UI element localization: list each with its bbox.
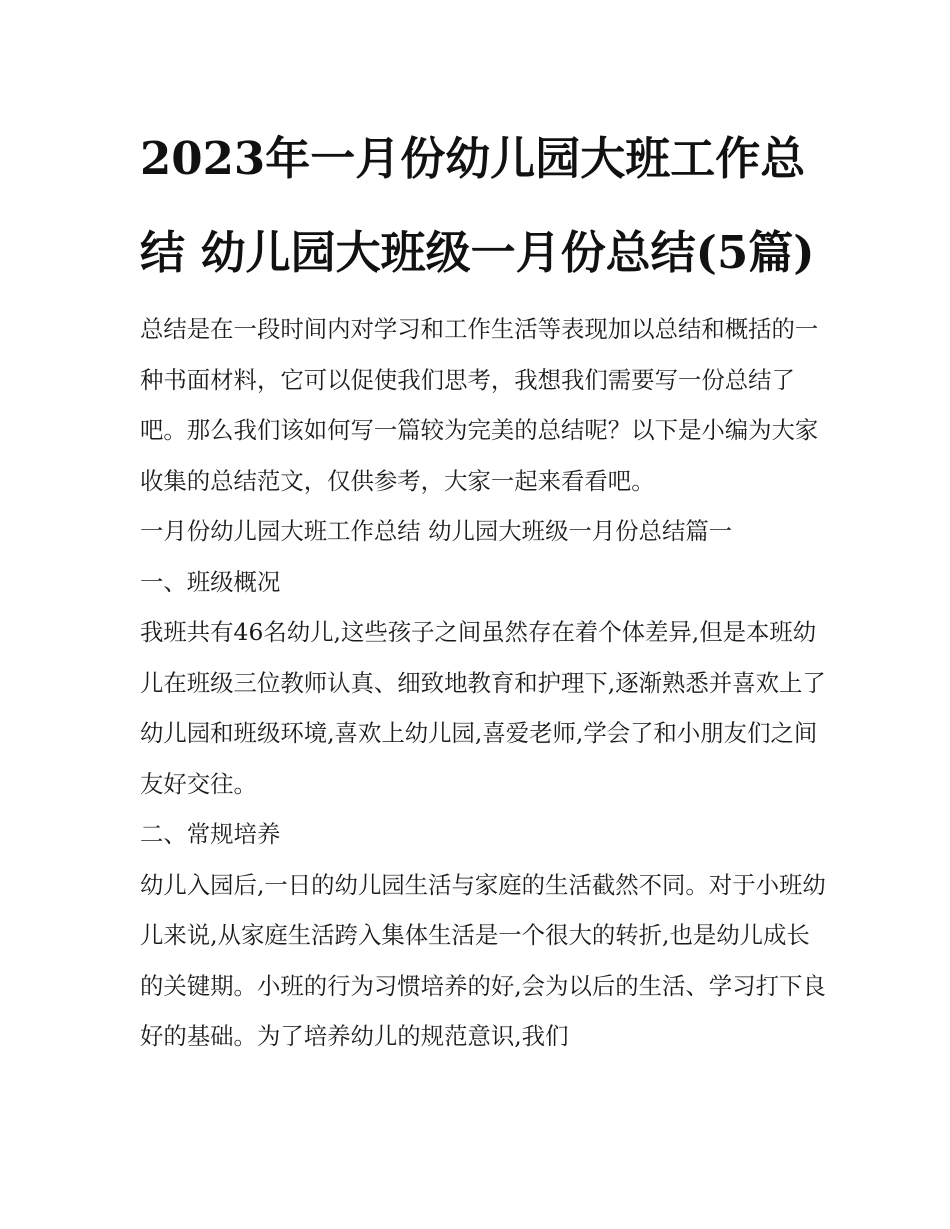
document-page <box>140 112 830 1062</box>
intro-paragraph: 总结是在一段时间内对学习和工作生活等表现加以总结和概括的一种书面材料，它可以促使我们思考，我想我们需要写一份总结了吧。那么我们该如何写一篇较为完美的总结呢？以下是小编为大家收集的总结范文，仅供参考，大家一起来看看吧。 <box>140 315 819 495</box>
section-heading-part-one: 一月份幼儿园大班工作总结 幼儿园大班级一月份总结篇一 <box>140 517 733 545</box>
document-title: 2023年一月份幼儿园大班工作总结 幼儿园大班级一月份总结(5篇) <box>140 132 815 279</box>
class-overview-paragraph: 我班共有46名幼儿,这些孩子之间虽然存在着个体差异,但是本班幼儿在班级三位教师认真、细致地教育和护理下,逐渐熟悉并喜欢上了幼儿园和班级环境,喜欢上幼儿园,喜爱老师,学会了和小朋友们之间友好交往。 <box>140 618 826 798</box>
subheading-class-overview: 一、班级概况 <box>140 567 281 596</box>
routine-training-paragraph: 幼儿入园后,一日的幼儿园生活与家庭的生活截然不同。对于小班幼儿来说,从家庭生活跨入集体生活是一个很大的转折,也是幼儿成长的关键期。小班的行为习惯培养的好,会为以后的生活、学习打下良好的基础。为了培养幼儿的规范意识,我们 <box>140 870 826 1050</box>
subheading-routine-training: 二、常规培养 <box>140 820 281 848</box>
document-body <box>140 304 830 1062</box>
